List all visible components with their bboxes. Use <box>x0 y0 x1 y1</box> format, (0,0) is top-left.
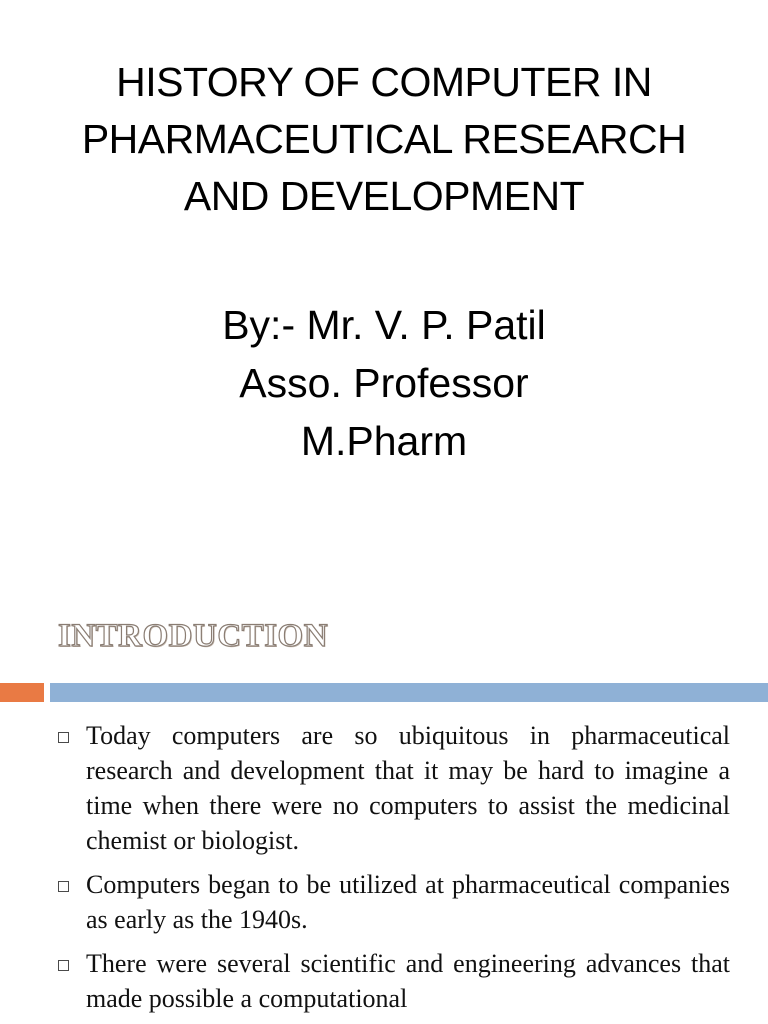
square-bullet-icon <box>58 881 69 892</box>
divider-bar <box>50 683 768 702</box>
introduction-heading: INTRODUCTION <box>58 618 329 654</box>
square-bullet-icon <box>58 960 69 971</box>
title-line-3: AND DEVELOPMENT <box>183 173 585 219</box>
title-line-1: HISTORY OF COMPUTER IN <box>116 59 652 105</box>
bullet-list <box>58 718 730 1024</box>
bullet-text: Computers began to be utilized at pharmaceutical companies as early as the 1940s. <box>86 870 730 934</box>
author-degree: M.Pharm <box>300 418 468 464</box>
author-position: Asso. Professor <box>239 360 529 406</box>
author-name: By:- Mr. V. P. Patil <box>222 302 546 348</box>
divider-accent-block <box>0 683 44 702</box>
author-info <box>0 296 768 470</box>
bullet-text: Today computers are so ubiquitous in pharmaceutical research and development that it may be hard to imagine a time when there were no computers to assist the medicinal chemist or biologist. <box>86 721 730 855</box>
bullet-item <box>58 718 730 858</box>
slide-title <box>0 54 768 225</box>
bullet-text: There were several scientific and engineering advances that made possible a computational <box>86 949 730 1013</box>
square-bullet-icon <box>58 732 69 743</box>
bullet-item <box>58 867 730 937</box>
introduction-slide <box>0 590 768 1024</box>
title-line-2: PHARMACEUTICAL RESEARCH <box>81 116 687 162</box>
bullet-item <box>58 946 730 1016</box>
